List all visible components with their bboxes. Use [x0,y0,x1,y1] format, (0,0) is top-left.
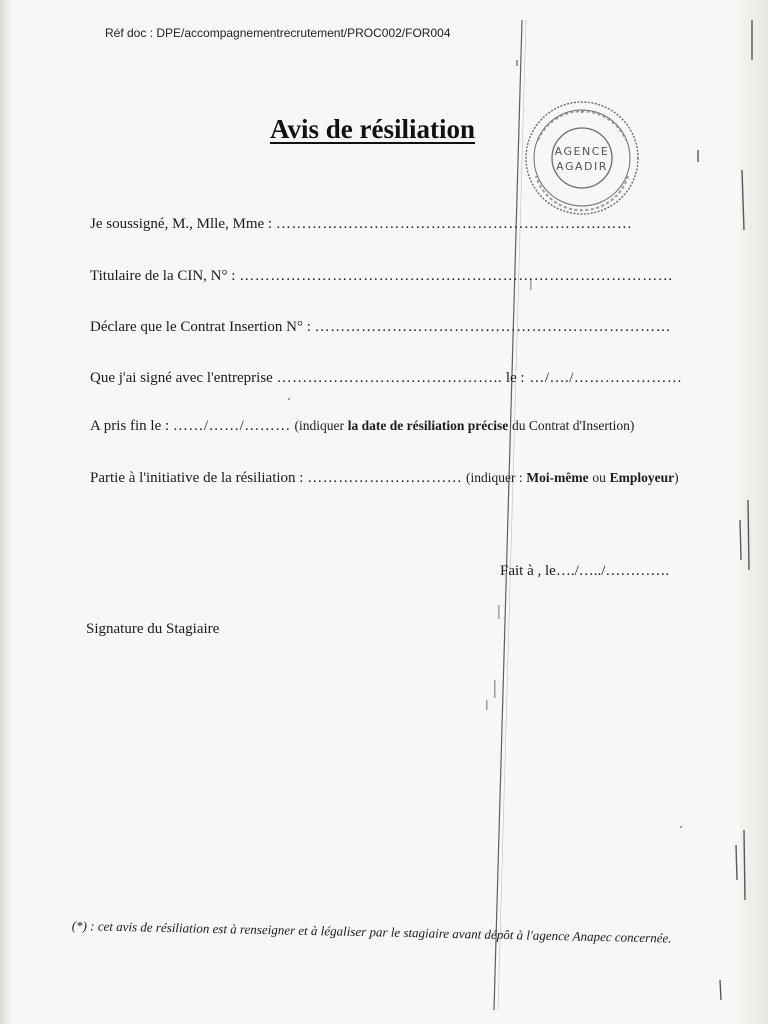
field-contract [90,319,671,336]
footnote: (*) : cet avis de résiliation est à renseigner et à légaliser par le stagiaire avant dépôt à l'agence Anapec concernée. [71,917,672,946]
field-initiative-hint-suffix: ) [674,470,679,485]
field-name-dots: …………………………………………………………… [275,216,633,232]
field-cin-label: Titulaire de la CIN, N° : [90,268,236,284]
field-name-label: Je soussigné, M., Mlle, Mme : [90,216,273,232]
signature-label: Signature du Stagiaire [86,621,220,637]
field-initiative-dots: ………………………… [307,470,463,486]
field-end-dots: ……/……/……… [172,418,291,434]
field-company [90,370,682,387]
field-initiative-hint-or: ou [592,470,606,485]
field-initiative-hint-prefix: (indiquer : [465,470,523,485]
field-company-label: Que j'ai signé avec l'entreprise [90,370,273,386]
stamp-text-line2: AGADIR [556,160,608,173]
field-initiative-hint-employer: Employeur [609,470,675,485]
field-name [90,216,632,233]
field-company-date-dots: : …/…./………………… [520,370,683,386]
field-cin-dots: ………………………………………………………………………… [239,268,674,284]
place-date-line: Fait à , le…./…../…………. [500,563,670,579]
field-end-hint-prefix: (indiquer [294,418,345,433]
stamp-text-line1: AGENCE [554,145,610,158]
field-initiative-label: Partie à l'initiative de la résiliation : [90,470,304,486]
field-contract-dots: …………………………………………………………… [314,319,672,335]
field-company-date-label: le [505,370,517,386]
agency-stamp [510,100,650,220]
reference-code: Réf doc : DPE/accompagnementrecrutement/PROC002/FOR004 [105,26,451,40]
field-contract-label: Déclare que le Contrat Insertion N° : [90,319,311,335]
page-title: Avis de résiliation [270,114,475,144]
field-end-hint-bold: la date de résiliation précise [347,418,509,433]
field-end-hint-suffix: du Contrat d'Insertion) [512,418,635,433]
field-end-label: A pris fin le : [90,418,170,434]
field-company-dots: …………………………………….. [276,370,503,386]
field-end-date [90,418,634,435]
field-initiative [90,470,679,487]
field-cin [90,268,673,285]
field-initiative-hint-self: Moi-même [526,470,589,485]
